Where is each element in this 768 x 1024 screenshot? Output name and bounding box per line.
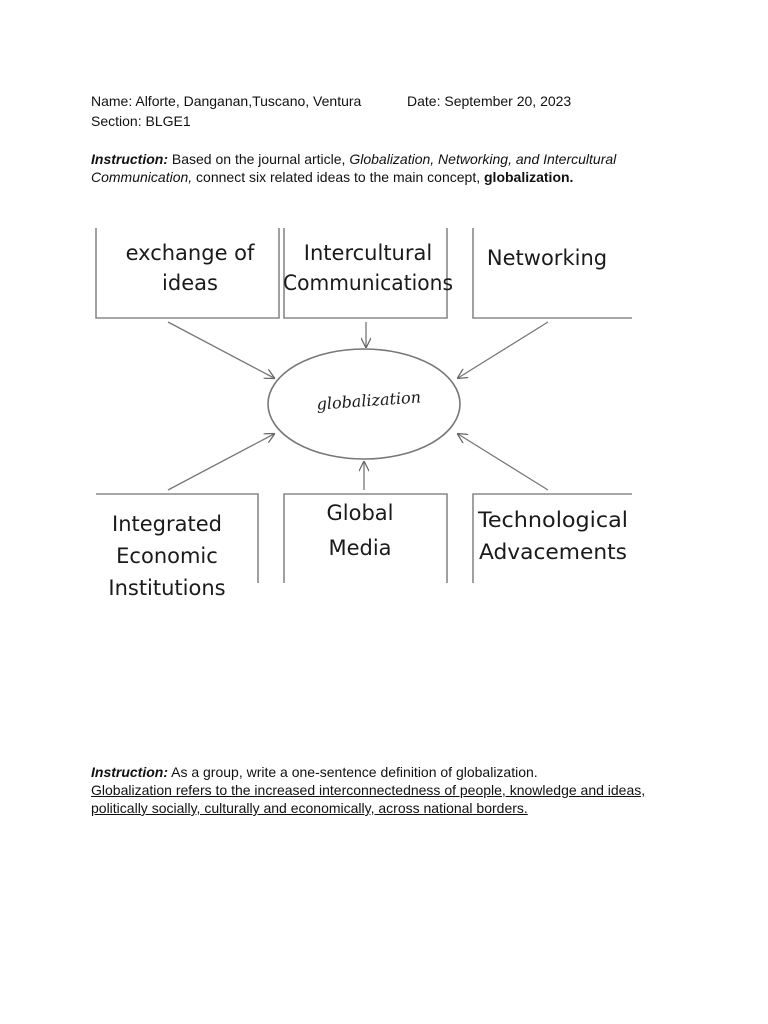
arrow-technological bbox=[458, 434, 548, 490]
label-integrated-line1: Integrated bbox=[112, 512, 222, 536]
instruction-text-a: Based on the journal article, bbox=[168, 151, 350, 167]
label-technological-line1: Technological bbox=[476, 508, 628, 532]
instruction-label: Instruction: bbox=[91, 151, 168, 167]
label-exchange-line1: exchange of bbox=[125, 241, 255, 265]
instruction-label-2: Instruction: bbox=[91, 764, 168, 780]
label-intercultural-line2: Communications bbox=[283, 271, 453, 295]
instruction-2 bbox=[91, 763, 691, 817]
label-exchange-line2: ideas bbox=[162, 271, 218, 295]
box-networking bbox=[473, 228, 632, 318]
instruction-text-2: As a group, write a one-sentence definition of globalization. bbox=[168, 764, 538, 780]
article-title-line1: Globalization, Networking, and Intercultural bbox=[349, 151, 617, 167]
definition-line2: politically socially, culturally and economically, across national borders. bbox=[91, 800, 528, 816]
article-title-line2: Communication, bbox=[91, 169, 193, 185]
label-media-line1: Global bbox=[326, 501, 394, 525]
box-integrated-economic-institutions bbox=[96, 494, 258, 583]
date-line: Date: September 20, 2023 bbox=[407, 93, 572, 109]
definition-line1: Globalization refers to the increased interconnectedness of people, knowledge and ideas, bbox=[91, 782, 646, 798]
arrow-networking bbox=[458, 322, 548, 378]
label-networking: Networking bbox=[486, 246, 608, 270]
section-line: Section: BLGE1 bbox=[91, 113, 191, 129]
label-intercultural-line1: Intercultural bbox=[303, 241, 433, 265]
label-integrated-line2: Economic bbox=[116, 544, 218, 568]
arrow-exchange bbox=[168, 322, 274, 378]
label-integrated-line3: Institutions bbox=[108, 576, 226, 600]
label-technological-line2: Advacements bbox=[479, 540, 627, 564]
main-concept: globalization. bbox=[484, 169, 574, 185]
globalization-handwritten: globalization bbox=[315, 387, 422, 414]
label-media-line2: Media bbox=[328, 536, 392, 560]
instruction-text-b: connect six related ideas to the main concept, bbox=[192, 169, 484, 185]
name-line: Name: Alforte, Danganan,Tuscano, Ventura bbox=[91, 93, 362, 109]
arrow-integrated bbox=[168, 434, 274, 490]
